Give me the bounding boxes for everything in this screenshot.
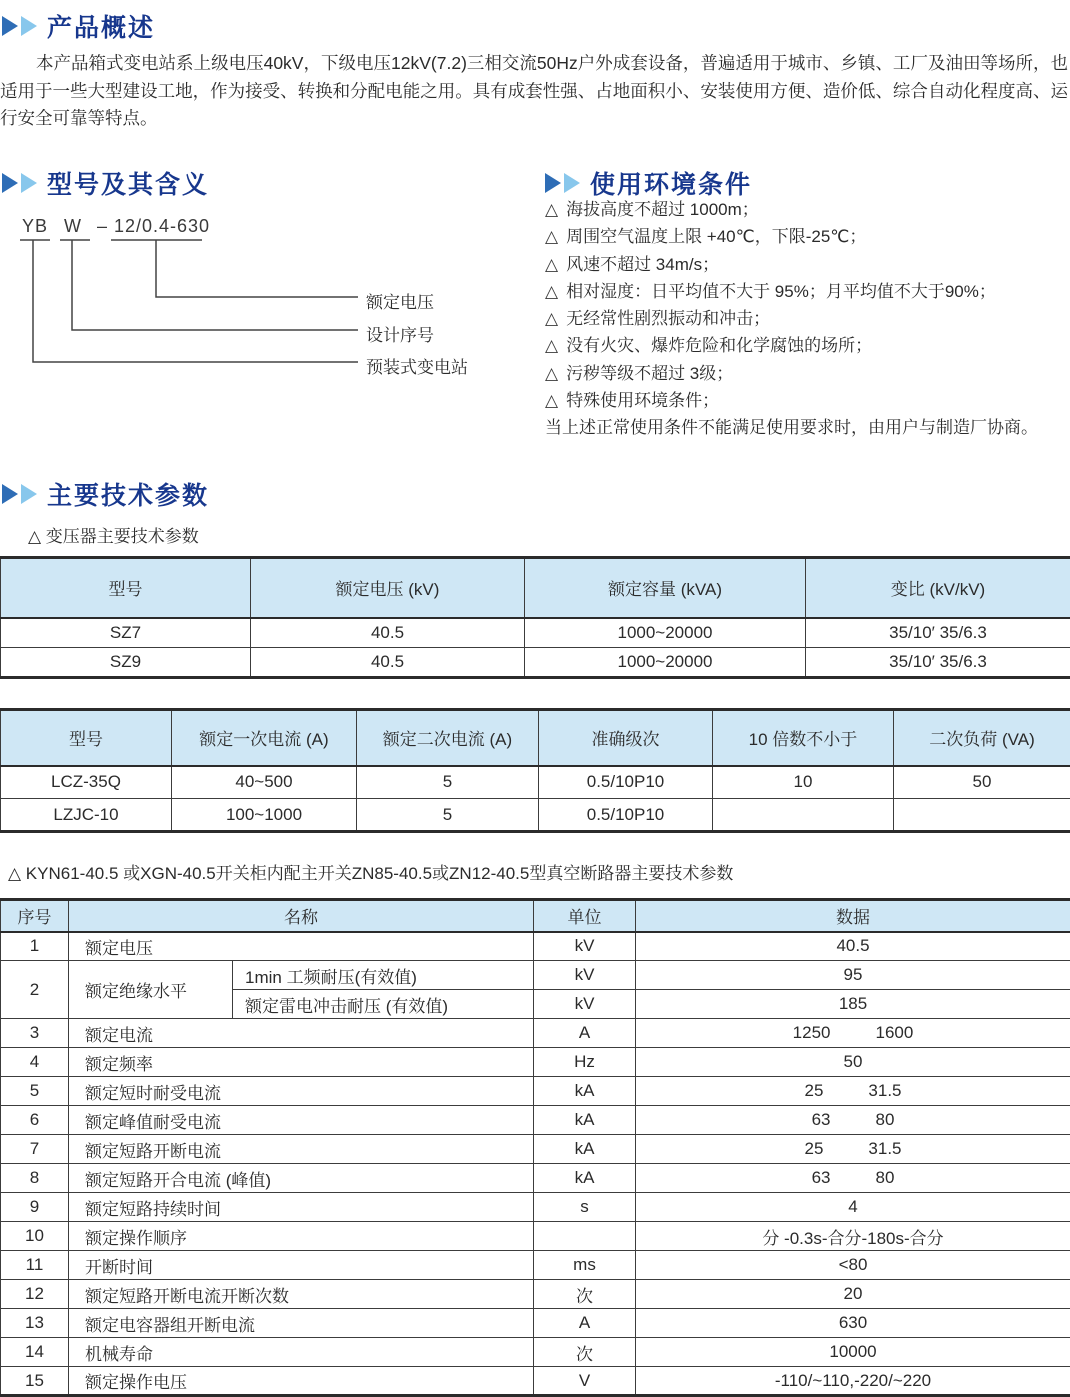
chevron-right-icon — [21, 484, 37, 504]
table-row — [1, 1193, 1070, 1222]
environment-item-text: 海拔高度不超过 1000m； — [566, 200, 759, 219]
column-header: 额定容量 (kVA) — [525, 558, 806, 618]
unit-cell: kV — [534, 961, 636, 990]
model-code-dash: – — [97, 216, 108, 237]
row-number-cell: 6 — [1, 1106, 69, 1135]
column-header: 10 倍数不小于 — [713, 710, 894, 766]
data-cell — [636, 1077, 1070, 1106]
data-value: 1600 — [876, 1023, 914, 1043]
parameter-subname-cell: 1min 工频耐压(有效值) — [233, 961, 534, 990]
parameter-name-cell: 额定电容器组开断电流 — [69, 1309, 534, 1338]
table-header-row — [1, 710, 1070, 766]
environment-item-text: 相对湿度：日平均值不大于 95%；月平均值不大于90%； — [566, 282, 996, 301]
column-header: 型号 — [1, 710, 172, 766]
unit-cell: kA — [534, 1164, 636, 1193]
parameter-name-cell: 额定峰值耐受电流 — [69, 1106, 534, 1135]
table-row — [1, 1106, 1070, 1135]
environment-conditions-list — [545, 196, 1070, 442]
transformer-parameters-table — [0, 556, 1070, 679]
table-row — [1, 648, 1070, 678]
row-number-cell: 4 — [1, 1048, 69, 1077]
triangle-bullet-icon: △ — [545, 309, 558, 328]
unit-cell: kA — [534, 1135, 636, 1164]
environment-item — [545, 332, 1070, 359]
table-row — [1, 1309, 1070, 1338]
data-value: 80 — [876, 1168, 895, 1188]
triangle-bullet-icon: △ — [545, 336, 558, 355]
table-row — [1, 766, 1070, 799]
model-label-design-serial: 设计序号 — [366, 321, 434, 346]
parameter-name-cell: 额定短时耐受电流 — [69, 1077, 534, 1106]
table-cell: 40~500 — [172, 766, 357, 799]
section-title-text: 产品概述 — [47, 8, 155, 44]
row-number-cell: 12 — [1, 1280, 69, 1309]
table-cell: SZ9 — [1, 648, 251, 678]
parameter-name-cell: 额定短路开断电流 — [69, 1135, 534, 1164]
table-cell: 40.5 — [251, 648, 525, 678]
row-number-cell: 11 — [1, 1251, 69, 1280]
data-value: 63 — [812, 1168, 831, 1188]
unit-cell: kV — [534, 990, 636, 1019]
unit-cell: A — [534, 1019, 636, 1048]
chevron-right-icon — [545, 173, 561, 193]
unit-cell: 次 — [534, 1338, 636, 1367]
parameter-name-cell: 额定频率 — [69, 1048, 534, 1077]
chevron-right-icon — [564, 173, 580, 193]
environment-item — [545, 251, 1070, 278]
data-value-group — [636, 1139, 1070, 1159]
unit-cell: s — [534, 1193, 636, 1222]
unit-cell: kV — [534, 932, 636, 961]
table-header-row — [1, 558, 1070, 618]
data-cell — [636, 1164, 1070, 1193]
data-cell — [636, 1135, 1070, 1164]
row-number-cell: 14 — [1, 1338, 69, 1367]
environment-item — [545, 196, 1070, 223]
environment-item-text: 周围空气温度上限 +40℃，下限-25℃； — [566, 227, 866, 246]
environment-item-text: 没有火灾、爆炸危险和化学腐蚀的场所； — [566, 336, 872, 355]
environment-item-text: 特殊使用环境条件； — [566, 391, 719, 410]
data-value-group — [636, 1168, 1070, 1188]
unit-cell: 次 — [534, 1280, 636, 1309]
table-row — [1, 1222, 1070, 1251]
environment-item — [545, 223, 1070, 250]
table-row — [1, 618, 1070, 648]
table-row — [1, 1135, 1070, 1164]
row-number-cell: 7 — [1, 1135, 69, 1164]
data-value: 31.5 — [868, 1081, 901, 1101]
parameter-name-cell: 机械寿命 — [69, 1338, 534, 1367]
parameter-name-cell: 额定电压 — [69, 932, 534, 961]
parameter-name-cell: 额定操作电压 — [69, 1367, 534, 1396]
environment-item — [545, 305, 1070, 332]
parameter-name-cell: 额定短路持续时间 — [69, 1193, 534, 1222]
environment-item — [545, 360, 1070, 387]
unit-cell: Hz — [534, 1048, 636, 1077]
table-row — [1, 1367, 1070, 1396]
table-cell: 5 — [357, 766, 539, 799]
section-title-text: 型号及其含义 — [47, 165, 209, 201]
data-cell — [636, 1106, 1070, 1135]
triangle-bullet-icon: △ — [8, 864, 26, 883]
model-code-prefix: YB — [22, 216, 48, 237]
data-cell: 50 — [636, 1048, 1070, 1077]
data-cell: 10000 — [636, 1338, 1070, 1367]
chevron-right-icon — [21, 16, 37, 36]
model-label-rated-voltage: 额定电压 — [366, 288, 434, 313]
column-header: 额定二次电流 (A) — [357, 710, 539, 766]
chevron-right-icon — [2, 173, 18, 193]
circuit-breaker-parameters-table — [0, 898, 1070, 1397]
triangle-bullet-icon: △ — [545, 255, 558, 274]
table-row — [1, 1164, 1070, 1193]
row-number-cell: 8 — [1, 1164, 69, 1193]
chevron-right-icon — [2, 16, 18, 36]
data-cell: -110/~110,-220/~220 — [636, 1367, 1070, 1396]
parameter-name-cell: 额定操作顺序 — [69, 1222, 534, 1251]
chevron-right-icon — [2, 484, 18, 504]
data-cell: 20 — [636, 1280, 1070, 1309]
column-header: 准确级次 — [539, 710, 713, 766]
column-header: 额定一次电流 (A) — [172, 710, 357, 766]
table-cell: 35/10′ 35/6.3 — [806, 618, 1070, 648]
parameter-name-cell: 额定绝缘水平 — [69, 961, 233, 1019]
table-row — [1, 1251, 1070, 1280]
triangle-bullet-icon: △ — [545, 391, 558, 410]
column-header: 变比 (kV/kV) — [806, 558, 1070, 618]
column-header: 型号 — [1, 558, 251, 618]
table-cell: 50 — [894, 766, 1070, 799]
subtitle-breaker-params — [8, 859, 733, 884]
row-number-cell: 5 — [1, 1077, 69, 1106]
chevron-right-icon — [21, 173, 37, 193]
environment-item — [545, 278, 1070, 305]
environment-item-text: 污秽等级不超过 3级； — [566, 364, 733, 383]
parameter-name-cell: 额定短路开断电流开断次数 — [69, 1280, 534, 1309]
unit-cell: V — [534, 1367, 636, 1396]
column-header: 二次负荷 (VA) — [894, 710, 1070, 766]
table-cell: 5 — [357, 799, 539, 832]
table-row — [1, 1280, 1070, 1309]
table-row — [1, 799, 1070, 832]
unit-cell: kA — [534, 1077, 636, 1106]
environment-item — [545, 387, 1070, 414]
subtitle-transformer-params — [28, 522, 199, 547]
unit-cell: kA — [534, 1106, 636, 1135]
data-value-group — [636, 1023, 1070, 1043]
row-number-cell: 2 — [1, 961, 69, 1019]
table-row — [1, 1077, 1070, 1106]
table-row — [1, 1048, 1070, 1077]
data-cell — [636, 1019, 1070, 1048]
row-number-cell: 9 — [1, 1193, 69, 1222]
column-header: 单位 — [534, 900, 636, 932]
table-cell: 1000~20000 — [525, 618, 806, 648]
section-title-text: 使用环境条件 — [590, 165, 752, 201]
section-title-model-meaning — [2, 165, 209, 201]
table-cell — [713, 799, 894, 832]
data-value: 25 — [804, 1081, 823, 1101]
data-cell: 185 — [636, 990, 1070, 1019]
column-header: 名称 — [69, 900, 534, 932]
environment-item-text: 风速不超过 34m/s； — [566, 255, 719, 274]
data-cell: <80 — [636, 1251, 1070, 1280]
environment-item-text: 无经常性剧烈振动和冲击； — [566, 309, 770, 328]
subtitle-text: KYN61-40.5 或XGN-40.5开关柜内配主开关ZN85-40.5或ZN12-40.5型真空断路器主要技术参数 — [26, 864, 734, 883]
section-title-product-overview — [2, 8, 155, 44]
table-cell: SZ7 — [1, 618, 251, 648]
table-cell: LZJC-10 — [1, 799, 172, 832]
unit-cell: A — [534, 1309, 636, 1338]
data-cell: 4 — [636, 1193, 1070, 1222]
table-row — [1, 932, 1070, 961]
current-transformer-table — [0, 708, 1070, 833]
data-cell: 95 — [636, 961, 1070, 990]
model-code-design: W — [64, 216, 82, 237]
overview-paragraph: 本产品箱式变电站系上级电压40kV，下级电压12kV(7.2)三相交流50Hz户外成套设备，普遍适用于城市、乡镇、工厂及油田等场所，也适用于一些大型建设工地，作为接受、转换和分配电能之用。具有成套性强、占地面积小、安装使用方便、造价低、综合自动化程度高、运行安全可靠等特点。 — [0, 50, 1068, 133]
column-header: 额定电压 (kV) — [251, 558, 525, 618]
table-row — [1, 1338, 1070, 1367]
parameter-name-cell: 开断时间 — [69, 1251, 534, 1280]
data-cell: 分 -0.3s-合分-180s-合分 — [636, 1222, 1070, 1251]
data-value: 31.5 — [868, 1139, 901, 1159]
data-value: 63 — [812, 1110, 831, 1130]
table-cell: LCZ-35Q — [1, 766, 172, 799]
table-cell: 35/10′ 35/6.3 — [806, 648, 1070, 678]
table-cell: 0.5/10P10 — [539, 766, 713, 799]
column-header: 数据 — [636, 900, 1070, 932]
environment-note: 当上述正常使用条件不能满足使用要求时，由用户与制造厂协商。 — [545, 414, 1070, 441]
triangle-bullet-icon: △ — [28, 527, 46, 546]
triangle-bullet-icon: △ — [545, 282, 558, 301]
parameter-name-cell: 额定短路开合电流 (峰值) — [69, 1164, 534, 1193]
table-cell: 10 — [713, 766, 894, 799]
data-cell: 630 — [636, 1309, 1070, 1338]
triangle-bullet-icon: △ — [545, 200, 558, 219]
model-code-rating: 12/0.4-630 — [114, 216, 210, 237]
triangle-bullet-icon: △ — [545, 364, 558, 383]
subtitle-text: 变压器主要技术参数 — [46, 527, 199, 546]
data-cell: 40.5 — [636, 932, 1070, 961]
table-cell: 0.5/10P10 — [539, 799, 713, 832]
data-value: 80 — [876, 1110, 895, 1130]
model-label-prefab-substation: 预装式变电站 — [366, 353, 468, 378]
section-title-text: 主要技术参数 — [47, 476, 209, 512]
table-row — [1, 1019, 1070, 1048]
table-header-row — [1, 900, 1070, 932]
triangle-bullet-icon: △ — [545, 227, 558, 246]
row-number-cell: 3 — [1, 1019, 69, 1048]
row-number-cell: 1 — [1, 932, 69, 961]
row-number-cell: 15 — [1, 1367, 69, 1396]
table-row — [1, 961, 1070, 990]
column-header: 序号 — [1, 900, 69, 932]
unit-cell: ms — [534, 1251, 636, 1280]
table-cell: 100~1000 — [172, 799, 357, 832]
data-value: 1250 — [793, 1023, 831, 1043]
data-value-group — [636, 1110, 1070, 1130]
section-title-parameters — [2, 476, 209, 512]
data-value: 25 — [804, 1139, 823, 1159]
parameter-subname-cell: 额定雷电冲击耐压 (有效值) — [233, 990, 534, 1019]
table-cell — [894, 799, 1070, 832]
table-cell: 40.5 — [251, 618, 525, 648]
unit-cell — [534, 1222, 636, 1251]
row-number-cell: 13 — [1, 1309, 69, 1338]
row-number-cell: 10 — [1, 1222, 69, 1251]
parameter-name-cell: 额定电流 — [69, 1019, 534, 1048]
table-cell: 1000~20000 — [525, 648, 806, 678]
data-value-group — [636, 1081, 1070, 1101]
